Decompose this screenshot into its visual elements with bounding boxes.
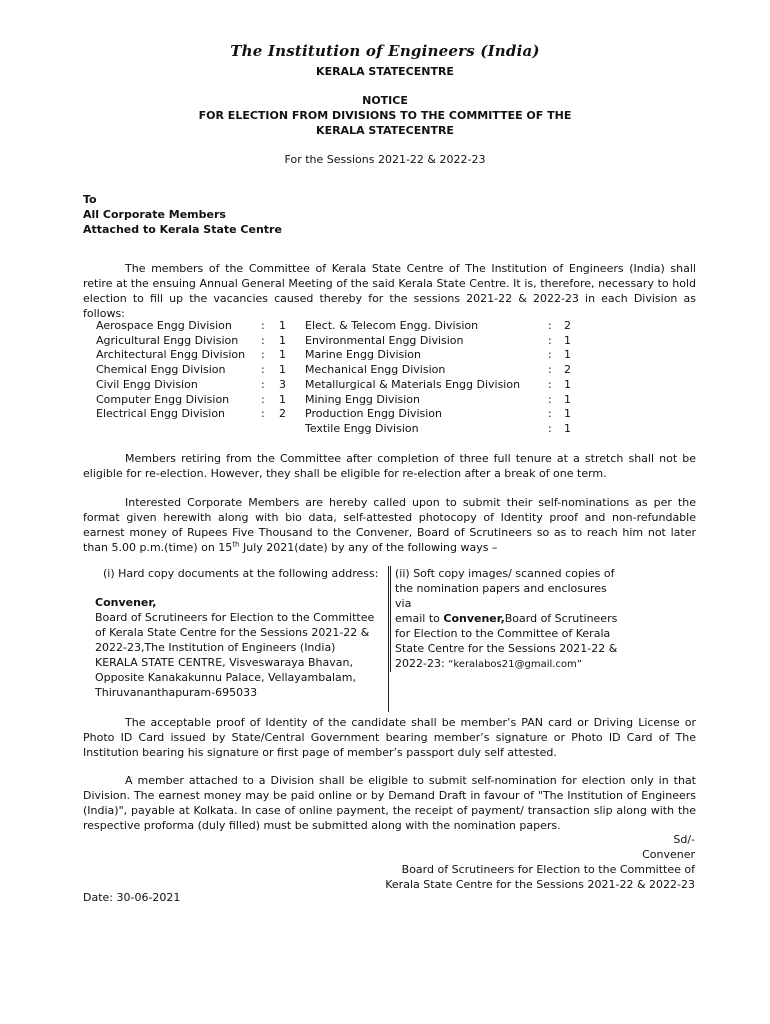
division-seat-count: 1 <box>279 392 286 406</box>
division-name: Textile Engg Division <box>305 421 419 435</box>
division-separator: : <box>548 407 552 421</box>
paragraph-identity-proof: The acceptable proof of Identity of the candidate shall be member’s PAN card or Driving License or Photo ID Card issued by State/Central Government bearing member’s signature or Photo ID Card of The Institution bearing his signature or first page of member’s passport duly self attested. <box>83 716 696 759</box>
paragraph-nomination: Interested Corporate Members are hereby called upon to submit their self-nominations as per the format given herewith along with bio data, self-attested photocopy of Identity proof and non-refundable earnest money of Rupees Five Thousand to the Convener, Board of Scrutineers so as to reach him not later than 5.00 p.m.(time) on 15th July 2021(date) by any of the following ways – <box>83 496 696 554</box>
state-centre-heading: KERALA STATECENTRE <box>316 65 454 78</box>
division-separator: : <box>548 319 552 332</box>
addressee-line-2: Attached to Kerala State Centre <box>83 223 282 236</box>
address-line: 2022-23,The Institution of Engineers (India) <box>95 641 336 654</box>
division-name: Mechanical Engg Division <box>305 363 446 377</box>
division-seat-count: 1 <box>564 407 571 421</box>
email-address[interactable]: “keralabos21@gmail.com” <box>448 659 582 670</box>
paragraph-retirement: The members of the Committee of Kerala State Centre of The Institution of Engineers (India) shall retire at the ensuing Annual General Meeting of the said Kerala State Centre. It is, therefore, necessary to hold election to fill up the vacancies caused thereby for the sessions 2021-22 & 2022-23 in each Division as follows: <box>83 262 696 320</box>
division-separator: : <box>261 333 265 347</box>
addressee-to: To <box>83 193 97 206</box>
division-name: Agricultural Engg Division <box>96 333 239 347</box>
division-seat-count: 2 <box>564 319 571 332</box>
subject-line-1: FOR ELECTION FROM DIVISIONS TO THE COMMITTEE OF THE <box>198 109 572 122</box>
division-seat-count: 1 <box>564 333 571 347</box>
signature-title: Convener <box>642 848 695 861</box>
division-seat-count: 1 <box>564 348 571 362</box>
address-line: KERALA STATE CENTRE, Visveswaraya Bhavan, <box>95 656 353 669</box>
notice-heading: NOTICE <box>362 94 408 107</box>
division-row <box>262 393 571 408</box>
address-line: Board of Scrutineers for Election to the Committee <box>95 611 375 624</box>
division-separator: : <box>261 377 265 391</box>
division-row <box>262 334 571 349</box>
institution-title: The Institution of Engineers (India) <box>230 42 540 60</box>
signature-sd: Sd/- <box>673 833 695 846</box>
hard-copy-heading: (i) Hard copy documents at the following address: <box>103 567 379 580</box>
division-separator: : <box>548 363 552 377</box>
division-name: Architectural Engg Division <box>96 348 246 362</box>
division-name: Electrical Engg Division <box>96 407 226 421</box>
division-seat-count: 1 <box>564 421 571 435</box>
divisions-right-list <box>262 319 571 437</box>
divisions-right-table <box>262 319 571 437</box>
division-row <box>262 319 571 334</box>
hard-copy-option <box>83 566 389 712</box>
division-name: Marine Engg Division <box>305 348 422 362</box>
division-name: Chemical Engg Division <box>96 363 226 377</box>
signature-block <box>385 832 695 892</box>
division-seat-count: 1 <box>564 392 571 406</box>
division-seat-count: 1 <box>564 377 571 391</box>
division-seat-count: 2 <box>564 363 571 377</box>
division-row <box>262 422 571 437</box>
signature-line-2: Kerala State Centre for the Sessions 2021-22 & 2022-23 <box>385 878 695 891</box>
division-seat-count: 1 <box>279 363 286 377</box>
paragraph-earnest-money: A member attached to a Division shall be eligible to submit self-nomination for election only in that Division. The earnest money may be paid online or by Demand Draft in favour of "The Institution of Engineers (India)", payable at Kolkata. In case of online payment, the receipt of payment/ transaction slip along with the respective proforma (duly filled) must be submitted along with the nomination papers. <box>83 774 696 832</box>
division-name: Elect. & Telecom Engg. Division <box>305 319 479 332</box>
division-name: Production Engg Division <box>305 407 442 421</box>
division-name: Aerospace Engg Division <box>96 319 232 332</box>
address-line: Opposite Kanakakunnu Palace, Vellayambalam, <box>95 671 356 684</box>
address-line: Thiruvananthapuram-695033 <box>95 686 258 699</box>
division-row <box>262 378 571 393</box>
division-row <box>262 407 571 422</box>
division-separator: : <box>548 333 552 347</box>
addressee <box>83 192 282 237</box>
sessions-line: For the Sessions 2021-22 & 2022-23 <box>284 153 486 166</box>
division-separator: : <box>261 319 265 332</box>
division-separator: : <box>548 348 552 362</box>
division-separator: : <box>548 377 552 391</box>
division-separator: : <box>548 421 552 435</box>
convener-label: Convener, <box>95 596 157 609</box>
division-separator: : <box>261 407 265 421</box>
division-row <box>262 363 571 378</box>
division-name: Metallurgical & Materials Engg Division <box>305 377 521 391</box>
division-separator: : <box>261 348 265 362</box>
division-name: Mining Engg Division <box>305 392 420 406</box>
signature-line-1: Board of Scrutineers for Election to the Committee of <box>401 863 695 876</box>
address-line: of Kerala State Centre for the Sessions 2021-22 & <box>95 626 370 639</box>
division-seat-count: 1 <box>279 348 286 362</box>
division-separator: : <box>548 392 552 406</box>
division-row <box>262 348 571 363</box>
division-separator: : <box>261 363 265 377</box>
division-name: Civil Engg Division <box>96 377 198 391</box>
division-seat-count: 1 <box>279 333 286 347</box>
division-name: Environmental Engg Division <box>305 333 464 347</box>
division-separator: : <box>261 392 265 406</box>
division-seat-count: 1 <box>279 319 286 332</box>
division-name: Computer Engg Division <box>96 392 230 406</box>
division-seat-count: 3 <box>279 377 286 391</box>
subject-line-2: KERALA STATECENTRE <box>316 124 454 137</box>
addressee-line-1: All Corporate Members <box>83 208 226 221</box>
paragraph-eligibility: Members retiring from the Committee after completion of three full tenure at a stretch shall not be eligible for re-election. However, they shall be eligible for re-election after a break of one term. <box>83 452 696 480</box>
notice-date: Date: 30-06-2021 <box>83 891 181 904</box>
division-seat-count: 2 <box>279 407 286 421</box>
soft-copy-option: (ii) Soft copy images/ scanned copies of the nomination papers and enclosures via email to Convener,Board of Scrutineers for Election to the Committee of Kerala State Centre for the Sessions 2021-22 & 2022-23: “keralabos21@gmail.com” <box>390 566 625 672</box>
